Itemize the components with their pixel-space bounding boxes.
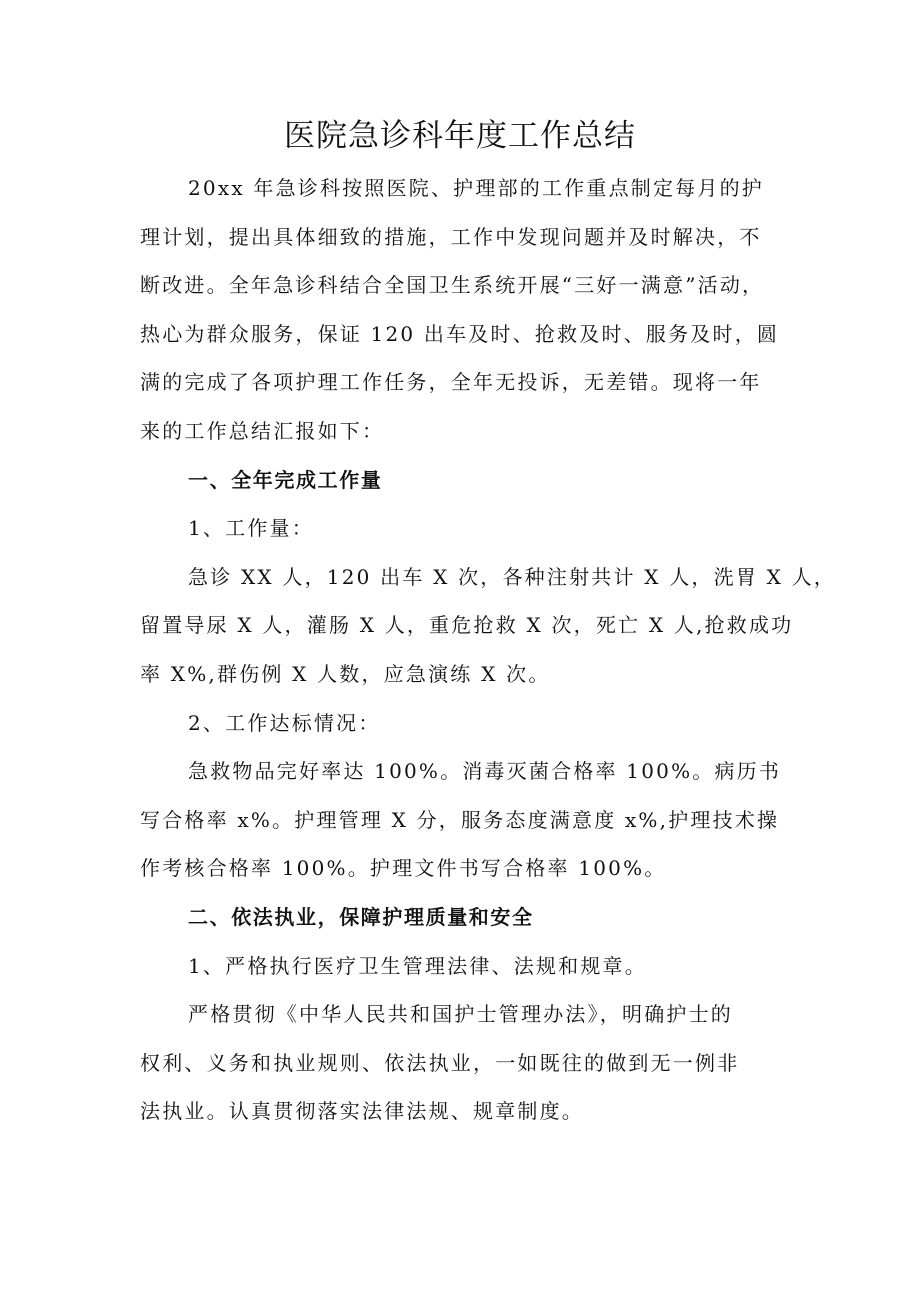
paragraph-intro-line-3: 断改进。全年急诊科结合全国卫生系统开展“三好一满意”活动， [140, 273, 765, 298]
paragraph-regulations-line-1: 严格贯彻《中华人民共和国护士管理办法》，明确护士的 [188, 1002, 733, 1027]
document-body [140, 164, 836, 1136]
paragraph-intro-line-6: 来的工作总结汇报如下： [140, 418, 385, 443]
paragraph-intro-line-2: 理计划，提出具体细致的措施，工作中发现问题并及时解决，不 [140, 224, 762, 249]
paragraph-intro-line-5: 满的完成了各项护理工作任务，全年无投诉，无差错。现将一年 [140, 370, 762, 395]
paragraph-workload-line-3: 率 X%,群伤例 X 人数，应急演练 X 次。 [140, 661, 551, 686]
section-heading-1: 一、全年完成工作量 [188, 467, 383, 492]
paragraph-regulations-line-3: 法执业。认真贯彻落实法律法规、规章制度。 [140, 1099, 584, 1124]
paragraph-intro-line-4: 热心为群众服务，保证 120 出车及时、抢救及时、服务及时，圆 [140, 321, 780, 346]
subheading-standards: 2、工作达标情况： [188, 710, 381, 735]
paragraph-standards-line-2: 写合格率 x%。护理管理 X 分，服务态度满意度 x%,护理技术操 [140, 807, 780, 832]
paragraph-regulations-line-2: 权利、义务和执业规则、依法执业，一如既往的做到无一例非 [140, 1050, 740, 1075]
subheading-regulations: 1、严格执行医疗卫生管理法律、法规和规章。 [188, 953, 647, 978]
paragraph-standards-line-1: 急救物品完好率达 100%。消毒灭菌合格率 100%。病历书 [188, 759, 782, 784]
document-title: 医院急诊科年度工作总结 [284, 118, 636, 154]
paragraph-intro-line-1: 20xx 年急诊科按照医院、护理部的工作重点制定每月的护 [188, 176, 764, 200]
subheading-workload: 1、工作量： [188, 516, 314, 541]
section-heading-2: 二、依法执业，保障护理质量和安全 [188, 904, 534, 929]
paragraph-workload-line-2: 留置导尿 X 人，灌肠 X 人，重危抢救 X 次，死亡 X 人,抢救成功 [140, 613, 794, 638]
paragraph-standards-line-3: 作考核合格率 100%。护理文件书写合格率 100%。 [140, 856, 667, 881]
paragraph-workload-line-1: 急诊 XX 人，120 出车 X 次，各种注射共计 X 人，洗胃 X 人， [188, 564, 836, 589]
